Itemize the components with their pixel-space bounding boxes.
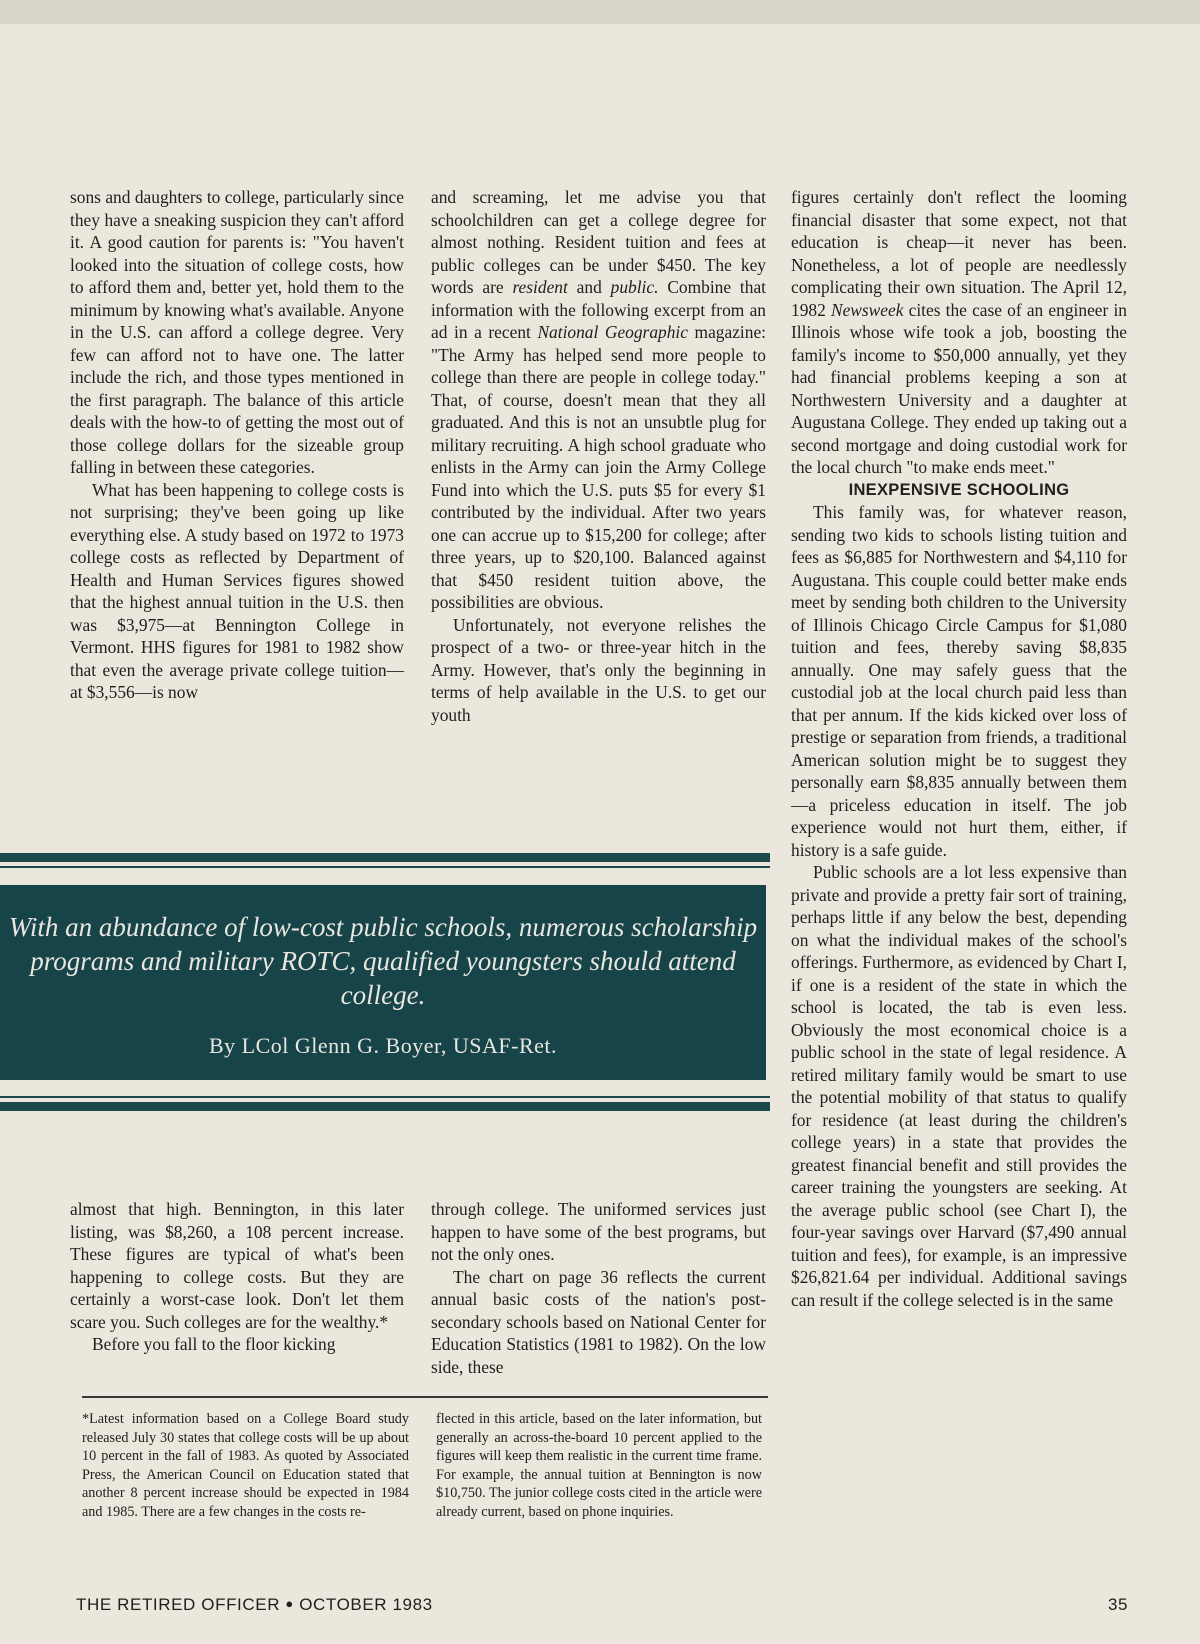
paragraph — [431, 186, 766, 614]
publication-name: THE RETIRED OFFICER — [76, 1595, 281, 1614]
column-2-top — [431, 186, 766, 726]
issue-date: OCTOBER 1983 — [299, 1595, 433, 1614]
paragraph: Before you fall to the floor kicking — [92, 1334, 336, 1354]
rule-bottom — [0, 1102, 770, 1111]
footnote-right: flected in this article, based on the later information, but generally an across-the-board 10 percent applied to the figures will keep them realistic in the current time frame. For example, the annual tuition at Bennington is now $10,750. The junior college costs cited in the article were already current, based on phone inquiries. — [436, 1411, 762, 1520]
emphasis: public. — [610, 277, 659, 297]
byline: By LCol Glenn G. Boyer, USAF-Ret. — [208, 1033, 558, 1058]
text-run: and screaming, let me advise you that schoolchildren can get a college degree for almost nothing. Resident tuition and fees at public colleges can be under $450. The key words are — [431, 187, 766, 297]
paragraph: What has been happening to college costs is not surprising; they've been going up like everything else. A study based on 1972 to 1973 college costs as reflected by Department of Health and Human Services figures showed that the highest annual tuition in the U.S. then was $3,975—at Bennington College in Vermont. HHS figures for 1981 to 1982 show that even the average private college tuition—at $3,556—is now — [70, 479, 404, 702]
emphasis: Newsweek — [830, 299, 904, 320]
column-1-top — [70, 186, 404, 704]
bullet-icon: ● — [285, 1596, 294, 1611]
column-1-bottom — [70, 1198, 404, 1356]
text-run: magazine: "The Army has helped send more people to college than there are people in college today." That, of course, doesn't mean that they all graduated. And this is not an unsubtle plug for military recruiting. A high school graduate who enlists in the Army can join the Army College Fund into which the U.S. puts $5 for every $1 contributed by the individual. After two years one can accrue up to $15,200 for college; after three years, up to $20,100. Balanced against that $450 resident tuition above, the possibilities are obvious. — [431, 322, 766, 612]
paragraph: Public schools are a lot less expensive than private and provide a pretty fair sort of training, perhaps little if any below the best, depending on what the individual makes of the school's offerings. Furthermore, as evidenced by Chart I, if one is a resident of the state in which the school is located, the tab is even less. Obviously the most economical choice is a public school in the state of legal residence. A retired military family would be smart to use the potential mobility of that status to qualify for residence (at least during the children's college years) in a state that provides the greatest financial benefit and still provides the career training the youngsters are seeking. At the average public school (see Chart I), the four-year savings over Harvard ($7,490 annual tuition and fees), for example, is an impressive $26,821.64 per individual. Additional savings can result if the college selected is in the same — [791, 862, 1127, 1310]
pull-quote-band — [0, 885, 766, 1080]
footnote-left: *Latest information based on a College Board study released July 30 states that college costs will be up about 10 percent in the fall of 1983. As quoted by Associated Press, the American Council on Education stated that another 8 percent increase should be expected in 1984 and 1985. There are a few changes in the costs re- — [82, 1411, 409, 1520]
footnote-rule — [82, 1396, 768, 1398]
text-run: and — [567, 277, 611, 297]
paragraph — [791, 186, 1127, 479]
paragraph: sons and daughters to college, particularly since they have a sneaking suspicion they can't afford it. A good caution for parents is: "You haven't looked into the situation of college costs, how to afford them and, better yet, hold them to the minimum by knowing what's available. Anyone in the U.S. can afford a college degree. Very few can afford not to have one. The latter include the rich, and those types mentioned in the first paragraph. The balance of this article deals with the how-to of getting the most out of those college dollars for the sizeable group falling in between these categories. — [70, 187, 404, 477]
rule-bottom-thin — [0, 1096, 770, 1098]
rule-top-thin — [0, 866, 770, 868]
paragraph: Unfortunately, not everyone relishes the prospect of a two- or three-year hitch in the Army. However, that's only the beginning in terms of help available in the U.S. to get our youth — [431, 614, 766, 725]
page-number: 35 — [1108, 1595, 1129, 1614]
text-run: cites the case of an engineer in Illinois whose wife took a job, boosting the family's income to $50,000 annually, yet they had financial problems keeping a son at Northwestern University and a daughter at Augustana College. They ended up taking out a second mortgage and doing custodial work for the local church "to make ends meet." — [791, 299, 1127, 477]
paragraph: almost that high. Bennington, in this later listing, was $8,260, a 108 percent increase. These figures are typical of what's been happening to college costs. But they are certainly a worst-case look. Don't let them scare you. Such colleges are for the wealthy.* — [70, 1199, 404, 1332]
emphasis: resident — [512, 277, 568, 297]
section-heading: INEXPENSIVE SCHOOLING — [848, 480, 1070, 499]
text-run: Combine that information with the following excerpt from an ad in a recent — [431, 277, 766, 342]
emphasis: National Geographic — [537, 322, 688, 342]
paragraph: through college. The uniformed services just happen to have some of the best programs, but not the only ones. — [431, 1199, 766, 1264]
paragraph: The chart on page 36 reflects the current annual basic costs of the nation's post-secondary schools based on National Center for Education Statistics (1981 to 1982). On the low side, these — [431, 1266, 766, 1377]
pull-quote: With an abundance of low-cost public schools, numerous scholarship programs and military ROTC, qualified youngsters should attend college. — [8, 912, 758, 1010]
column-3 — [791, 186, 1127, 1311]
rule-top — [0, 853, 770, 862]
column-2-bottom — [431, 1198, 766, 1378]
paragraph: This family was, for whatever reason, sending two kids to schools listing tuition and fees as $6,885 for Northwestern and $4,110 for Augustana. This couple could better make ends meet by sending both children to the University of Illinois Chicago Circle Campus for $1,080 tuition and fees, thereby saving $8,835 annually. One may safely guess that the custodial job at the local church paid less than that per annum. If the kids kicked over loss of prestige or separation from friends, a traditional American solution might be to suggest they personally earn $8,835 annually between them—a priceless education in itself. The job experience would not hurt them, either, if history is a safe guide. — [791, 502, 1127, 860]
text-run: figures certainly don't reflect the looming financial disaster that some expect, not that education is cheap—it never has been. Nonetheless, a lot of people are needlessly complicating their own situation. The April 12, 1982 — [791, 187, 1127, 320]
running-footer — [76, 1595, 433, 1615]
page-top-edge — [0, 0, 1200, 24]
